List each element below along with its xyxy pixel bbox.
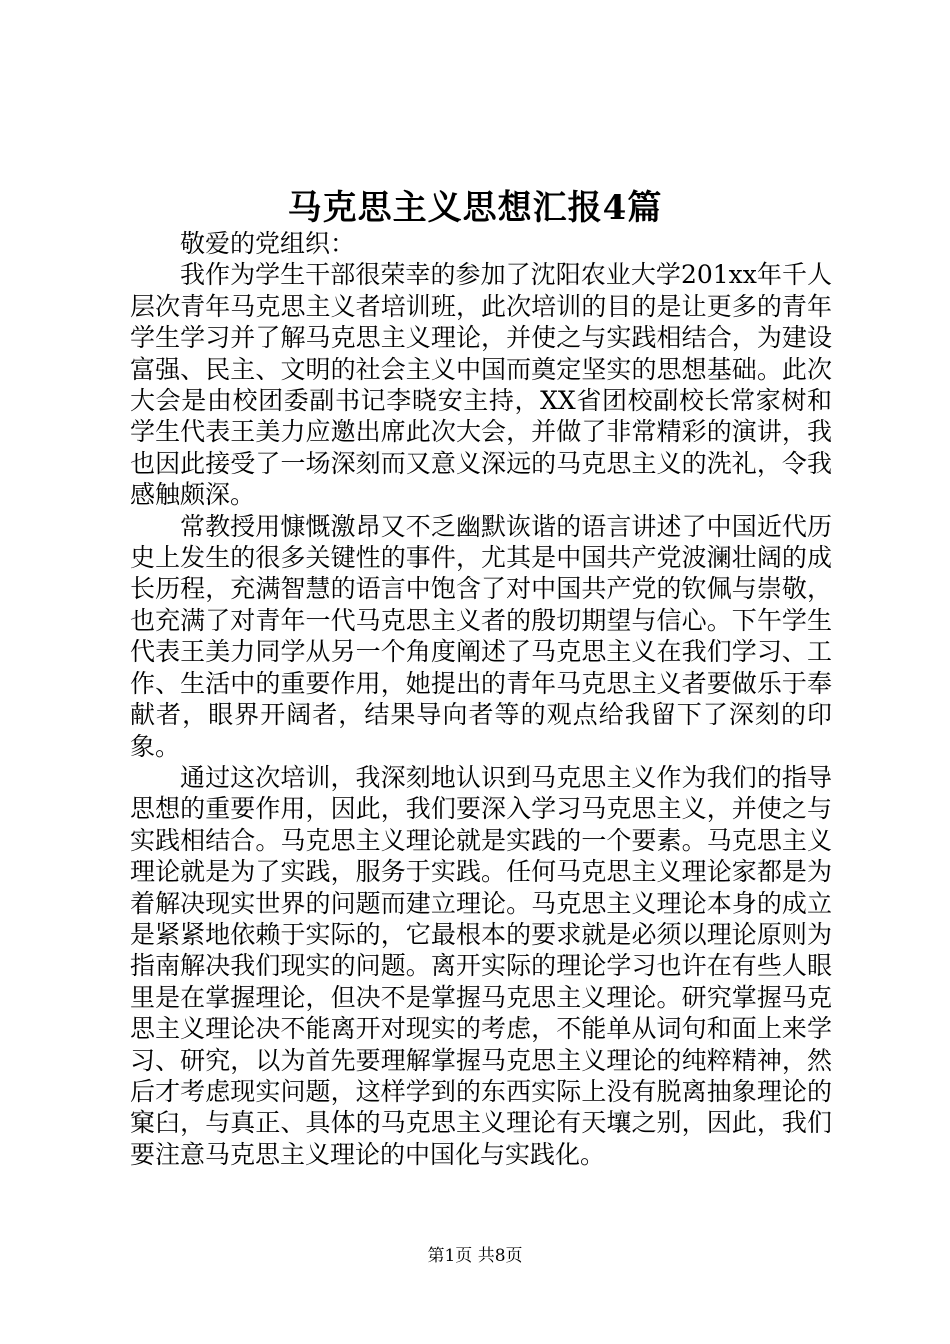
page-number-footer: 第1页 共8页 [427, 1246, 523, 1266]
salutation: 敬爱的党组织： [180, 229, 356, 258]
document-title: 马克思主义思想汇报4篇 [287, 188, 663, 228]
paragraph-3: 通过这次培训，我深刻地认识到马克思主义作为我们的指导思想的重要作用，因此，我们要深入学习马克思主义，并使之与实践相结合。马克思主义理论就是实践的一个要素。马克思主义理论就是为了实践，服务于实践。任何马克思主义理论家都是为着解决现实世界的问题而建立理论。马克思主义理论本身的成立是紧紧地依赖于实际的，它最根本的要求就是必须以理论原则为指南解决我们现实的问题。离开实际的理论学习也许在有些人眼里是在掌握理论，但决不是掌握马克思主义理论。研究掌握马克思主义理论决不能离开对现实的考虑，不能单从词句和面上来学习、研究，以为首先要理解掌握马克思主义理论的纯粹精神，然后才考虑现实问题，这样学到的东西实际上没有脱离抽象理论的窠臼，与真正、具体的马克思主义理论有天壤之别，因此，我们要注意马克思主义理论的中国化与实践化。 [130, 762, 832, 1169]
document-body [130, 228, 832, 1170]
paragraph-2: 常教授用慷慨激昂又不乏幽默诙谐的语言讲述了中国近代历史上发生的很多关键性的事件，尤其是中国共产党波澜壮阔的成长历程，充满智慧的语言中饱含了对中国共产党的钦佩与崇敬，也充满了对青年一代马克思主义者的殷切期望与信心。下午学生代表王美力同学从另一个角度阐述了马克思主义在我们学习、工作、生活中的重要作用，她提出的青年马克思主义者要做乐于奉献者，眼界开阔者，结果导向者等的观点给我留下了深刻的印象。 [130, 511, 832, 761]
paragraph-1: 我作为学生干部很荣幸的参加了沈阳农业大学201xx年千人层次青年马克思主义者培训班，此次培训的目的是让更多的青年学生学习并了解马克思主义理论，并使之与实践相结合，为建设富强、民主、文明的社会主义中国而奠定坚实的思想基础。此次大会是由校团委副书记李晓安主持，XX省团校副校长常家树和学生代表王美力应邀出席此次大会，并做了非常精彩的演讲，我也因此接受了一场深刻而又意义深远的马克思主义的洗礼，令我感触颇深。 [130, 260, 832, 510]
